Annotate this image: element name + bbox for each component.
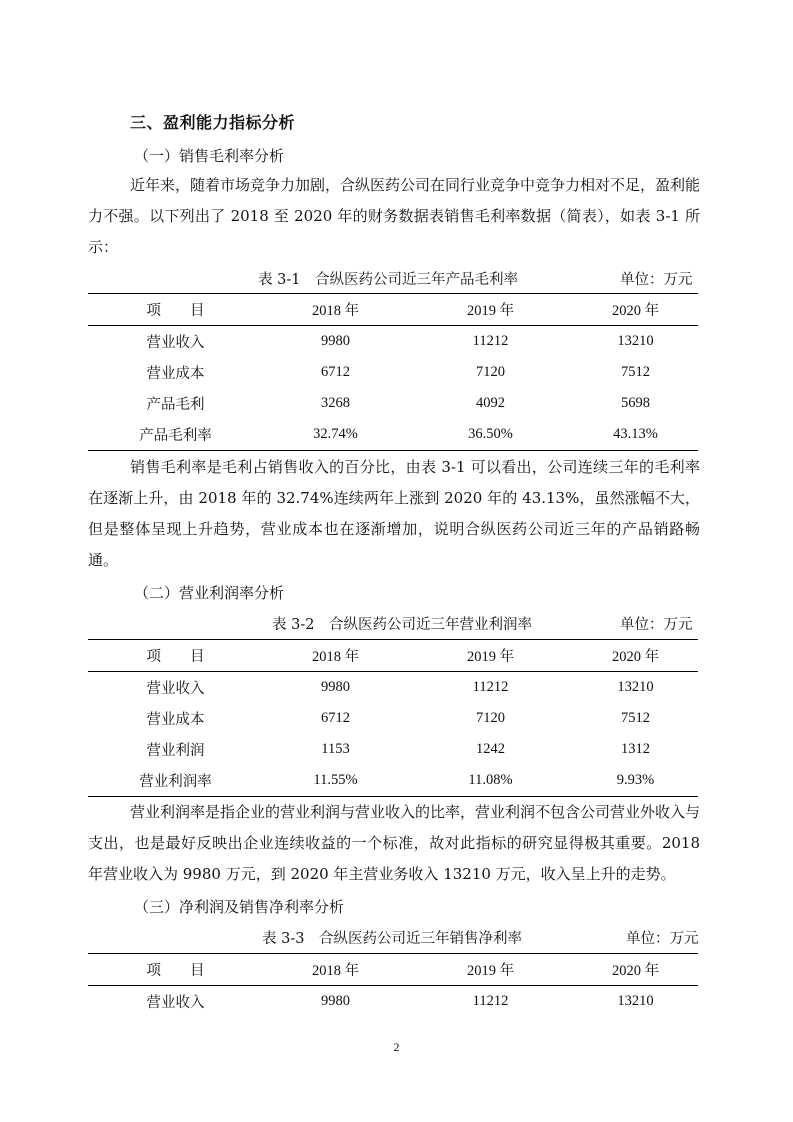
table-cell: 营业收入 xyxy=(146,995,205,1011)
table-header-cell: 2018 年 xyxy=(263,294,408,326)
table-row xyxy=(88,388,698,419)
table-cell: 营业收入 xyxy=(146,335,205,351)
table2-unit: 单位：万元 xyxy=(620,617,693,633)
subsection-title-3: （三）净利润及销售净利率分析 xyxy=(134,898,345,916)
table-cell: 5698 xyxy=(621,395,650,411)
table-row xyxy=(88,357,698,388)
table-cell: 6712 xyxy=(321,364,350,380)
table-cell: 11212 xyxy=(472,993,509,1009)
subsection-title-1: （一）销售毛利率分析 xyxy=(134,147,285,165)
table-cell: 11.55% xyxy=(263,765,408,797)
table-cell: 11.08% xyxy=(408,765,573,797)
table-cell: 7512 xyxy=(621,710,650,726)
table-row xyxy=(88,986,698,1018)
table3-unit: 单位：万元 xyxy=(626,931,699,947)
table-header-row xyxy=(88,294,698,326)
table-header-row xyxy=(88,954,698,986)
table2-caption: 表 3-2 合纵医药公司近三年营业利润率 xyxy=(272,617,532,633)
table-header-cell: 2020 年 xyxy=(573,294,698,326)
table-cell: 1153 xyxy=(321,741,350,757)
table-cell: 营业成本 xyxy=(146,366,205,382)
table-cell: 营业成本 xyxy=(146,712,205,728)
table-cell: 营业利润率 xyxy=(88,765,263,797)
table-cell: 4092 xyxy=(476,395,505,411)
table-cell: 产品毛利率 xyxy=(88,419,263,451)
table-cell: 9.93% xyxy=(573,765,698,797)
table-row xyxy=(88,326,698,358)
table-cell: 13210 xyxy=(617,679,654,695)
table-cell: 1242 xyxy=(476,741,505,757)
table-header-cell: 2019 年 xyxy=(408,294,573,326)
table-header-cell: 2018 年 xyxy=(263,954,408,986)
paragraph-1: 近年来，随着市场竞争力加剧，合纵医药公司在同行业竞争中竞争力相对不足，盈利能力不强。以下列出了 2018 至 2020 年的财务数据表销售毛利率数据（简表），如表 3-1 所示： xyxy=(88,176,701,256)
table-cell: 3268 xyxy=(321,395,350,411)
table-row xyxy=(88,703,698,734)
table-cell: 6712 xyxy=(321,710,350,726)
table-row xyxy=(88,672,698,704)
table-header-cell: 2020 年 xyxy=(573,954,698,986)
page-number: 2 xyxy=(393,1040,400,1054)
table-header-cell: 项 目 xyxy=(88,640,263,672)
table1-unit: 单位：万元 xyxy=(620,272,693,288)
table-cell: 9980 xyxy=(321,333,350,349)
table-header-cell: 2019 年 xyxy=(408,640,573,672)
paragraph-3: 营业利润率是指企业的营业利润与营业收入的比率，营业利润不包含公司营业外收入与支出，也是最好反映出企业连续收益的一个标准，故对此指标的研究显得极其重要。2018 年营业收入为 9980 万元，到 2020 年主营业务收入 13210 万元，收入呈上升的走势。 xyxy=(88,803,701,883)
table-cell: 13210 xyxy=(617,333,654,349)
table-header-cell: 2019 年 xyxy=(408,954,573,986)
table-header-cell: 2020 年 xyxy=(573,640,698,672)
section-title: 三、盈利能力指标分析 xyxy=(130,113,296,132)
table3-caption: 表 3-3 合纵医药公司近三年销售净利率 xyxy=(262,931,522,947)
table-cell: 7120 xyxy=(476,364,505,380)
paragraph-2: 销售毛利率是毛利占销售收入的百分比，由表 3-1 可以看出，公司连续三年的毛利率在逐渐上升，由 2018 年的 32.74%连续两年上涨到 2020 年的 43.13%，虽然涨幅不大，但是整体呈现上升趋势，营业成本也在逐渐增加，说明合纵医药公司近三年的产品销路畅通。 xyxy=(88,458,700,569)
table-header-cell: 项 目 xyxy=(88,954,263,986)
table-header-cell: 项 目 xyxy=(88,294,263,326)
table-row xyxy=(88,765,698,797)
table-cell: 9980 xyxy=(321,679,350,695)
table-cell: 产品毛利 xyxy=(146,397,205,413)
table-row xyxy=(88,734,698,765)
table-cell: 7512 xyxy=(621,364,650,380)
table-1 xyxy=(88,293,698,451)
table-3 xyxy=(88,953,698,1017)
table-cell: 11212 xyxy=(472,679,509,695)
table1-caption xyxy=(258,268,518,289)
table-cell: 32.74% xyxy=(263,419,408,451)
table-cell: 7120 xyxy=(476,710,505,726)
table-row xyxy=(88,419,698,451)
table-cell: 营业利润 xyxy=(146,743,205,759)
table-cell: 1312 xyxy=(621,741,650,757)
table-header-cell: 2018 年 xyxy=(263,640,408,672)
table-cell: 13210 xyxy=(617,993,654,1009)
table-cell: 43.13% xyxy=(573,419,698,451)
table-2 xyxy=(88,639,698,797)
subsection-title-2: （二）营业利润率分析 xyxy=(134,584,285,602)
table-header-row xyxy=(88,640,698,672)
table-cell: 9980 xyxy=(321,993,350,1009)
table-cell: 营业收入 xyxy=(146,681,205,697)
table-cell: 11212 xyxy=(472,333,509,349)
table-cell: 36.50% xyxy=(408,419,573,451)
table1-caption-text: 表 3-1 合纵医药公司近三年产品毛利率 xyxy=(258,272,518,288)
